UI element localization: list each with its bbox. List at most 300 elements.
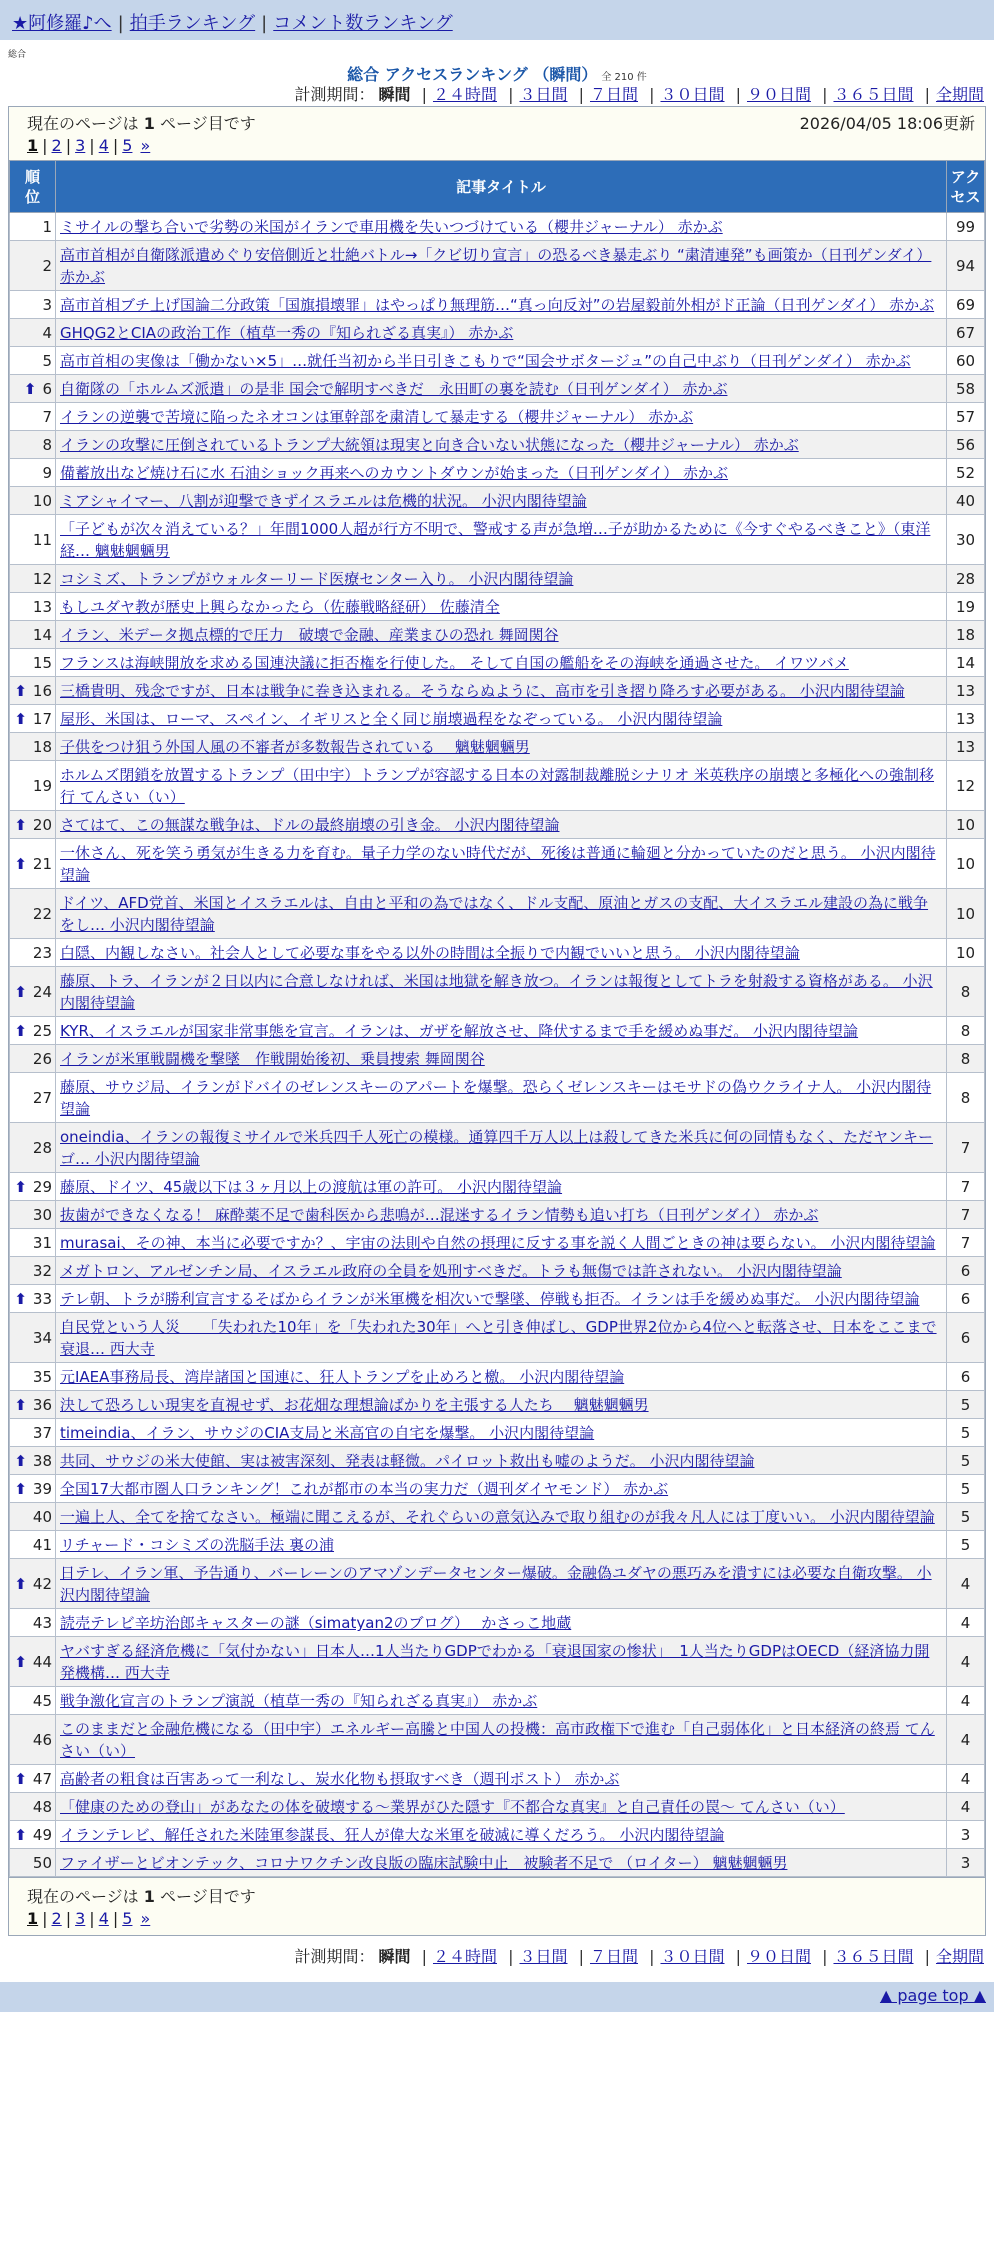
article-title-link[interactable]: 自衛隊の「ホルムズ派遣」の是非 国会で解明すべきだ 永田町の裏を読む（日刊ゲンダイ） 赤かぶ [60,380,728,398]
title-cell [56,839,947,889]
article-title-link[interactable]: テレ朝、トラが勝利宣言するそばからイランが米軍機を相次いで撃墜、停戦も拒否。イランは手を緩めぬ事だ。 小沢内閣待望論 [60,1290,920,1308]
title-cell [56,1017,947,1045]
rank-cell [10,487,56,515]
period-link-7d[interactable]: ７日間 [589,1947,638,1966]
page-link-3[interactable]: 3 [75,1909,86,1928]
clap-ranking-link[interactable]: 拍手ランキング [129,13,256,34]
article-title-link[interactable]: KYR、イスラエルが国家非常事態を宣言。イランは、ガザを解放させ、降伏するまで手を緩めぬ事だ。 小沢内閣待望論 [60,1022,859,1040]
table-row [10,375,985,403]
rank-up-arrow-icon: ⬆ [14,1575,27,1593]
access-count: 5 [947,1475,985,1503]
page-links: 1 | 2 | 3 | 4 | 5 » [27,136,151,155]
page-link-2[interactable]: 2 [51,1909,62,1928]
article-title-link[interactable]: 読売テレビ辛坊治郎キャスターの謎（simatyan2のブログ） かさっこ地蔵 [60,1614,572,1632]
access-count: 99 [947,213,985,241]
article-title-link[interactable]: 決して恐ろしい現実を直視せず、お花畑な理想論ばかりを主張する人たち 魑魅魍魎男 [60,1396,649,1414]
article-title-link[interactable]: 一休さん、死を笑う勇気が生きる力を育む。量子力学のない時代だが、死後は普通に輪廻と分かっていたのだと思う。 小沢内閣待望論 [60,844,936,884]
table-row [10,621,985,649]
rank-number: 21 [32,855,52,873]
access-count: 10 [947,889,985,939]
rank-cell [10,677,56,705]
rank-cell [10,1419,56,1447]
article-title-link[interactable]: ホルムズ閉鎖を放置するトランプ（田中宇）トランプが容認する日本の対露制裁離脱シナリオ 米英秩序の崩壊と多極化への強制移行 てんさい（い） [60,766,935,806]
rank-cell [10,1637,56,1687]
article-title-link[interactable]: 備蓄放出など焼け石に水 石油ショック再来へのカウントダウンが始まった（日刊ゲンダイ） 赤かぶ [60,464,729,482]
rank-number: 23 [32,944,52,962]
rank-number: 15 [32,654,52,672]
rank-cell [10,1363,56,1391]
article-title-link[interactable]: もしユダヤ教が歴史上興らなかったら（佐藤戦略経研） 佐藤清全 [60,598,500,616]
page-link-2[interactable]: 2 [51,136,62,155]
rank-number: 41 [32,1536,52,1554]
total-count: 全 210 件 [601,72,647,83]
article-title-link[interactable]: イラン、米データ拠点標的で圧力 破壊で金融、産業まひの恐れ 舞岡関谷 [60,626,559,644]
rank-number: 1 [42,218,52,236]
page-link-3[interactable]: 3 [75,136,86,155]
bottom-bar [0,1982,994,2012]
title-cell [56,1419,947,1447]
rank-up-arrow-icon: ⬆ [14,1452,27,1470]
rank-number: 35 [32,1368,52,1386]
rank-number: 42 [32,1575,52,1593]
period-link-90d[interactable]: ９０日間 [746,1947,811,1966]
rank-number: 26 [32,1050,52,1068]
table-row [10,403,985,431]
period-link-3d[interactable]: ３日間 [519,85,568,104]
table-row [10,1363,985,1391]
period-link-24h[interactable]: ２４時間 [432,1947,497,1966]
rank-up-arrow-icon: ⬆ [23,380,37,398]
page-title [0,60,994,82]
rank-number: 36 [32,1396,52,1414]
access-count: 3 [947,1821,985,1849]
access-count: 69 [947,291,985,319]
table-row [10,1715,985,1765]
ranking-table-body [10,213,985,1877]
article-title-link[interactable]: 一遍上人、全てを捨てなさい。極端に聞こえるが、それぐらいの意気込みで取り組むのが我々凡人には丁度いい。 小沢内閣待望論 [60,1508,935,1526]
access-count: 4 [947,1609,985,1637]
article-title-link[interactable]: コシミズ、トランプがウォルターリード医療センター入り。 小沢内閣待望論 [60,570,574,588]
period-link-90d[interactable]: ９０日間 [746,85,811,104]
page-top-link[interactable]: ▲ page top ▲ [879,1986,986,2005]
article-title-link[interactable]: 自民党という人災 「失われた10年」を「失われた30年」へと引き伸ばし、GDP世界2位から4位へと転落させ、日本をここまで衰退… 西大寺 [60,1318,937,1358]
page-link-1: 1 [27,136,39,155]
comment-ranking-link[interactable]: コメント数ランキング [273,13,453,34]
article-title-link[interactable]: リチャード・コシミズの洗脳手法 裏の浦 [60,1536,335,1554]
title-cell [56,1363,947,1391]
rank-cell [10,213,56,241]
title-cell [56,291,947,319]
title-cell [56,649,947,677]
table-row [10,319,985,347]
article-title-link[interactable]: 藤原、ドイツ、45歳以下は３ヶ月以上の渡航は軍の許可。 小沢内閣待望論 [60,1178,563,1196]
access-count: 5 [947,1419,985,1447]
rank-cell [10,1793,56,1821]
page-link-1: 1 [27,1909,39,1928]
access-count: 4 [947,1765,985,1793]
title-cell [56,1849,947,1877]
table-row [10,593,985,621]
article-title-link[interactable]: ドイツ、AFD党首、米国とイスラエルは、自由と平和の為ではなく、ドル支配、原油とガスの支配、大イスラエル建設の為に戦争をし… 小沢内閣待望論 [60,894,929,934]
article-title-link[interactable]: 三橋貴明、残念ですが、日本は戦争に巻き込まれる。そうならぬように、高市を引き摺り降ろす必要がある。 小沢内閣待望論 [60,682,905,700]
rank-cell [10,761,56,811]
period-current: 瞬間 [378,1947,411,1966]
rank-up-arrow-icon: ⬆ [14,1290,27,1308]
article-title-link[interactable]: 共同、サウジの米大使館、実は被害深刻、発表は軽微。パイロット救出も嘘のようだ。 小沢内閣待望論 [60,1452,755,1470]
rank-cell [10,1687,56,1715]
rank-cell [10,1559,56,1609]
table-row [10,1173,985,1201]
table-row [10,1123,985,1173]
period-link-all[interactable]: 全期間 [935,85,984,104]
page-title-text: 総合 アクセスランキング （瞬間） [347,65,598,84]
article-title-link[interactable]: timeindia、イラン、サウジのCIA支局と米高官の自宅を爆撃。 小沢内閣待望論 [60,1424,595,1442]
rank-cell [10,1285,56,1313]
rank-number: 20 [32,816,52,834]
rank-number: 50 [32,1854,52,1872]
rank-number: 18 [32,738,52,756]
article-title-link[interactable]: 高齢者の粗食は百害あって一利なし、炭水化物も摂取すべき（週刊ポスト） 赤かぶ [60,1770,620,1788]
pager-top [9,107,985,160]
rank-cell [10,1821,56,1849]
rank-number: 17 [32,710,52,728]
table-row [10,761,985,811]
title-cell [56,677,947,705]
table-row [10,1793,985,1821]
current-page-text-bottom: 現在のページは 1 ページ目です [27,1887,256,1906]
table-row [10,1447,985,1475]
period-label: 計測期間： [294,85,375,104]
rank-number: 24 [32,983,52,1001]
article-title-link[interactable]: さてはて、この無謀な戦争は、ドルの最終崩壊の引き金。 小沢内閣待望論 [60,816,560,834]
table-row [10,1313,985,1363]
article-title-link[interactable]: イランテレビ、解任された米陸軍参謀長、狂人が偉大な米軍を破滅に導くだろう。 小沢内閣待望論 [60,1826,725,1844]
article-title-link[interactable]: 藤原、サウジ局、イランがドバイのゼレンスキーのアパートを爆撃。恐らくゼレンスキーはモサドの偽ウクライナ人。 小沢内閣待望論 [60,1078,932,1118]
table-row [10,1073,985,1123]
rank-cell [10,241,56,291]
access-count: 7 [947,1229,985,1257]
article-title-link[interactable]: 屋形、米国は、ローマ、スペイン、イギリスと全く同じ崩壊過程をなぞっている。 小沢内閣待望論 [60,710,723,728]
access-count: 7 [947,1201,985,1229]
title-cell [56,431,947,459]
rank-up-arrow-icon: ⬆ [14,1178,27,1196]
article-title-link[interactable]: 「子どもが次々消えている？」年間1000人超が行方不明で、警戒する声が急増…子が助かるために《今すぐやるべきこと》（東洋経… 魑魅魍魎男 [60,520,931,560]
page-link-5[interactable]: 5 [122,136,133,155]
article-title-link[interactable]: このままだと金融危機になる（田中宇）エネルギー高騰と中国人の投機：高市政権下で進む「自己弱体化」と日本経済の終焉 てんさい（い） [60,1720,935,1760]
article-title-link[interactable]: 高市首相が自衛隊派遣めぐり安倍側近と壮絶バトル→「クビ切り宣言」の恐るべき暴走ぶり “粛清連発”も画策か（日刊ゲンダイ） 赤かぶ [60,246,932,286]
period-link-7d[interactable]: ７日間 [589,85,638,104]
article-title-link[interactable]: メガトロン、アルゼンチン局、イスラエル政府の全員を処刑すべきだ。トラも無傷では許されない。 小沢内閣待望論 [60,1262,842,1280]
home-link[interactable]: ★阿修羅♪へ [12,13,112,34]
access-count: 30 [947,515,985,565]
period-selector-top: 計測期間： 瞬間 | ２４時間 | ３日間 | ７日間 | ３０日間 | ９０日間 | ３６５日間 | 全期間 [294,85,984,104]
rank-cell [10,839,56,889]
access-count: 13 [947,705,985,733]
title-cell [56,939,947,967]
table-row [10,241,985,291]
access-count: 10 [947,839,985,889]
rank-up-arrow-icon: ⬆ [14,710,27,728]
rank-up-arrow-icon: ⬆ [14,1396,27,1414]
rank-cell [10,1765,56,1793]
table-row [10,967,985,1017]
title-cell [56,1073,947,1123]
rank-number: 37 [32,1424,52,1442]
article-title-link[interactable]: oneindia、イランの報復ミサイルで米兵四千人死亡の模様。通算四千万人以上は殺してきた米兵に何の同情もなく、ただヤンキーゴ… 小沢内閣待望論 [60,1128,933,1168]
page-link-5[interactable]: 5 [122,1909,133,1928]
rank-number: 49 [32,1826,52,1844]
nav-separator: | [117,13,124,34]
table-row [10,1687,985,1715]
title-cell [56,1173,947,1201]
period-link-30d[interactable]: ３０日間 [660,1947,725,1966]
article-title-link[interactable]: GHQG2とCIAの政治工作（植草一秀の『知られざる真実』） 赤かぶ [60,324,514,342]
title-cell [56,593,947,621]
rank-number: 22 [32,905,52,923]
updated-time: 2026/04/05 18:06更新 [799,114,975,133]
access-count: 5 [947,1447,985,1475]
table-row [10,839,985,889]
access-count: 8 [947,1073,985,1123]
title-cell [56,1531,947,1559]
table-row [10,1475,985,1503]
table-row [10,1229,985,1257]
table-row [10,811,985,839]
title-cell [56,1503,947,1531]
title-cell [56,1229,947,1257]
article-title-link[interactable]: murasai、その神、本当に必要ですか？、宇宙の法則や自然の摂理に反する事を説く人間ごときの神は要らない。 小沢内閣待望論 [60,1234,936,1252]
rank-cell [10,967,56,1017]
category-label: 総合 [8,50,27,60]
article-title-link[interactable]: 抜歯ができなくなる！ 麻酔薬不足で歯科医から悲鳴が…混迷するイラン情勢も追い打ち（日刊ゲンダイ） 赤かぶ [60,1206,819,1224]
rank-cell [10,375,56,403]
access-count: 8 [947,967,985,1017]
title-cell [56,705,947,733]
title-cell [56,1285,947,1313]
rank-cell [10,291,56,319]
rank-cell [10,1073,56,1123]
title-cell [56,1559,947,1609]
table-row [10,1559,985,1609]
access-count: 6 [947,1285,985,1313]
title-cell [56,241,947,291]
article-title-link[interactable]: イランの攻撃に圧倒されているトランプ大統領は現実と向き合いない状態になった（櫻井ジャーナル） 赤かぶ [60,436,799,454]
period-link-30d[interactable]: ３０日間 [660,85,725,104]
access-count: 5 [947,1391,985,1419]
period-link-3d[interactable]: ３日間 [519,1947,568,1966]
rank-number: 6 [42,380,52,398]
access-count: 5 [947,1503,985,1531]
access-count: 6 [947,1363,985,1391]
article-title-link[interactable]: 藤原、トラ、イランが２日以内に合意しなければ、米国は地獄を解き放つ。イランは報復としてトラを射殺する資格がある。 小沢内閣待望論 [60,972,933,1012]
rank-up-arrow-icon: ⬆ [14,1022,27,1040]
article-title-link[interactable]: 白隠、内観しなさい。社会人として必要な事をやる以外の時間は全振りで内観でいいと思う。 小沢内閣待望論 [60,944,800,962]
page-links-bottom: 1 | 2 | 3 | 4 | 5 » [27,1909,151,1928]
table-row [10,1391,985,1419]
table-row [10,1017,985,1045]
col-header-title: 記事タイトル [56,161,947,213]
rank-cell [10,459,56,487]
col-header-access: アクセス [947,161,985,213]
access-count: 56 [947,431,985,459]
title-cell [56,811,947,839]
rank-number: 48 [32,1798,52,1816]
article-title-link[interactable]: イランの逆襲で苦境に陥ったネオコンは軍幹部を粛清して暴走する（櫻井ジャーナル） 赤かぶ [60,408,694,426]
article-title-link[interactable]: 元IAEA事務局長、湾岸諸国と国連に、狂人トランプを止めろと檄。 小沢内閣待望論 [60,1368,625,1386]
rank-number: 44 [32,1653,52,1671]
article-title-link[interactable]: 子供をつけ狙う外国人風の不審者が多数報告されている 魑魅魍魎男 [60,738,530,756]
title-cell [56,889,947,939]
access-count: 13 [947,677,985,705]
title-cell [56,1201,947,1229]
rank-number: 32 [32,1262,52,1280]
article-title-link[interactable]: 全国17大都市圏人口ランキング！これが都市の本当の実力だ（週刊ダイヤモンド） 赤かぶ [60,1480,669,1498]
rank-cell [10,515,56,565]
article-title-link[interactable]: フランスは海峡開放を求める国連決議に拒否権を行使した。 そして自国の艦船をその海峡を通過させた。 イワツバメ [60,654,849,672]
rank-cell [10,939,56,967]
title-cell [56,1715,947,1765]
period-link-365d[interactable]: ３６５日間 [833,85,914,104]
rank-cell [10,565,56,593]
rank-number: 45 [32,1692,52,1710]
rank-cell [10,1849,56,1877]
page-link-4[interactable]: 4 [98,136,109,155]
rank-number: 34 [32,1329,52,1347]
rank-cell [10,649,56,677]
title-cell [56,1609,947,1637]
access-count: 4 [947,1637,985,1687]
rank-number: 10 [32,492,52,510]
table-row [10,347,985,375]
rank-number: 2 [42,257,52,275]
rank-number: 7 [42,408,52,426]
rank-number: 14 [32,626,52,644]
rank-cell [10,1313,56,1363]
rank-cell [10,347,56,375]
rank-number: 43 [32,1614,52,1632]
access-count: 13 [947,733,985,761]
rank-cell [10,319,56,347]
rank-number: 31 [32,1234,52,1252]
title-cell [56,1447,947,1475]
table-row [10,1637,985,1687]
access-count: 8 [947,1045,985,1073]
access-count: 8 [947,1017,985,1045]
rank-number: 8 [42,436,52,454]
title-cell [56,487,947,515]
rank-number: 46 [32,1731,52,1749]
title-cell [56,347,947,375]
rank-cell [10,1391,56,1419]
pager-bottom [9,1877,985,1935]
title-cell [56,1123,947,1173]
table-row [10,1201,985,1229]
table-row [10,431,985,459]
title-cell [56,1637,947,1687]
article-title-link[interactable]: 「健康のための登山」があなたの体を破壊する〜業界がひた隠す『不都合な真実』と自己責任の罠〜 てんさい（い） [60,1798,845,1816]
rank-number: 5 [42,352,52,370]
title-cell [56,1687,947,1715]
rank-number: 29 [32,1178,52,1196]
title-cell [56,319,947,347]
ranking-frame [8,106,986,1936]
rank-up-arrow-icon: ⬆ [14,1770,27,1788]
access-count: 4 [947,1687,985,1715]
article-title-link[interactable]: 日テレ、イラン軍、予告通り、バーレーンのアマゾンデータセンター爆破。金融偽ユダヤの悪巧みを潰すには必要な自衛攻撃。 小沢内閣待望論 [60,1564,932,1604]
title-cell [56,1765,947,1793]
col-header-rank: 順位 [10,161,56,213]
rank-cell [10,403,56,431]
article-title-link[interactable]: ファイザーとビオンテック、コロナワクチン改良版の臨床試験中止 被験者不足で （ロイター） 魑魅魍魎男 [60,1854,788,1872]
access-count: 58 [947,375,985,403]
next-page-link[interactable]: » [140,136,151,155]
table-row [10,1821,985,1849]
period-link-24h[interactable]: ２４時間 [432,85,497,104]
table-row [10,291,985,319]
table-row [10,213,985,241]
table-row [10,1045,985,1073]
article-title-link[interactable]: 高市首相の実像は「働かない×5」…就任当初から半日引きこもりで“国会サボタージュ”の自己中ぶり（日刊ゲンダイ） 赤かぶ [60,352,911,370]
next-page-link[interactable]: » [140,1909,151,1928]
article-title-link[interactable]: ミサイルの撃ち合いで劣勢の米国がイランで車用機を失いつづけている（櫻井ジャーナル） 赤かぶ [60,218,723,236]
title-cell [56,375,947,403]
rank-cell [10,1447,56,1475]
rank-up-arrow-icon: ⬆ [14,1653,27,1671]
rank-number: 3 [42,296,52,314]
rank-cell [10,431,56,459]
access-count: 19 [947,593,985,621]
article-title-link[interactable]: 戦争激化宣言のトランプ演説（植草一秀の『知られざる真実』） 赤かぶ [60,1692,538,1710]
title-cell [56,967,947,1017]
page-link-4[interactable]: 4 [98,1909,109,1928]
access-count: 6 [947,1257,985,1285]
title-cell [56,459,947,487]
table-row [10,1419,985,1447]
access-count: 5 [947,1531,985,1559]
title-cell [56,1313,947,1363]
ranking-table [9,160,985,1877]
rank-cell [10,1609,56,1637]
article-title-link[interactable]: イランが米軍戦闘機を撃墜 作戦開始後初、乗員捜索 舞岡関谷 [60,1050,485,1068]
access-count: 28 [947,565,985,593]
article-title-link[interactable]: ミアシャイマー、八割が迎撃できずイスラエルは危機的状況。 小沢内閣待望論 [60,492,587,510]
rank-number: 16 [32,682,52,700]
rank-cell [10,811,56,839]
period-link-all[interactable]: 全期間 [935,1947,984,1966]
table-row [10,649,985,677]
period-link-365d[interactable]: ３６５日間 [833,1947,914,1966]
period-current: 瞬間 [378,85,411,104]
title-cell [56,403,947,431]
table-header-row [10,161,985,213]
rank-number: 9 [42,464,52,482]
rank-cell [10,1229,56,1257]
access-count: 60 [947,347,985,375]
access-count: 94 [947,241,985,291]
rank-number: 13 [32,598,52,616]
table-row [10,1503,985,1531]
top-nav-bar [0,0,994,40]
access-count: 67 [947,319,985,347]
article-title-link[interactable]: 高市首相ブチ上げ国論二分政策「国旗損壊罪」はやっぱり無理筋…“真っ向反対”の岩屋毅前外相がド正論（日刊ゲンダイ） 赤かぶ [60,296,935,314]
rank-number: 11 [32,531,52,549]
table-row [10,1531,985,1559]
rank-up-arrow-icon: ⬆ [14,682,27,700]
article-title-link[interactable]: ヤバすぎる経済危機に「気付かない」日本人…1人当たりGDPでわかる「衰退国家の惨状」 1人当たりGDPはOECD（経済協力開発機構… 西大寺 [60,1642,930,1682]
rank-number: 33 [32,1290,52,1308]
rank-number: 47 [32,1770,52,1788]
access-count: 3 [947,1849,985,1877]
